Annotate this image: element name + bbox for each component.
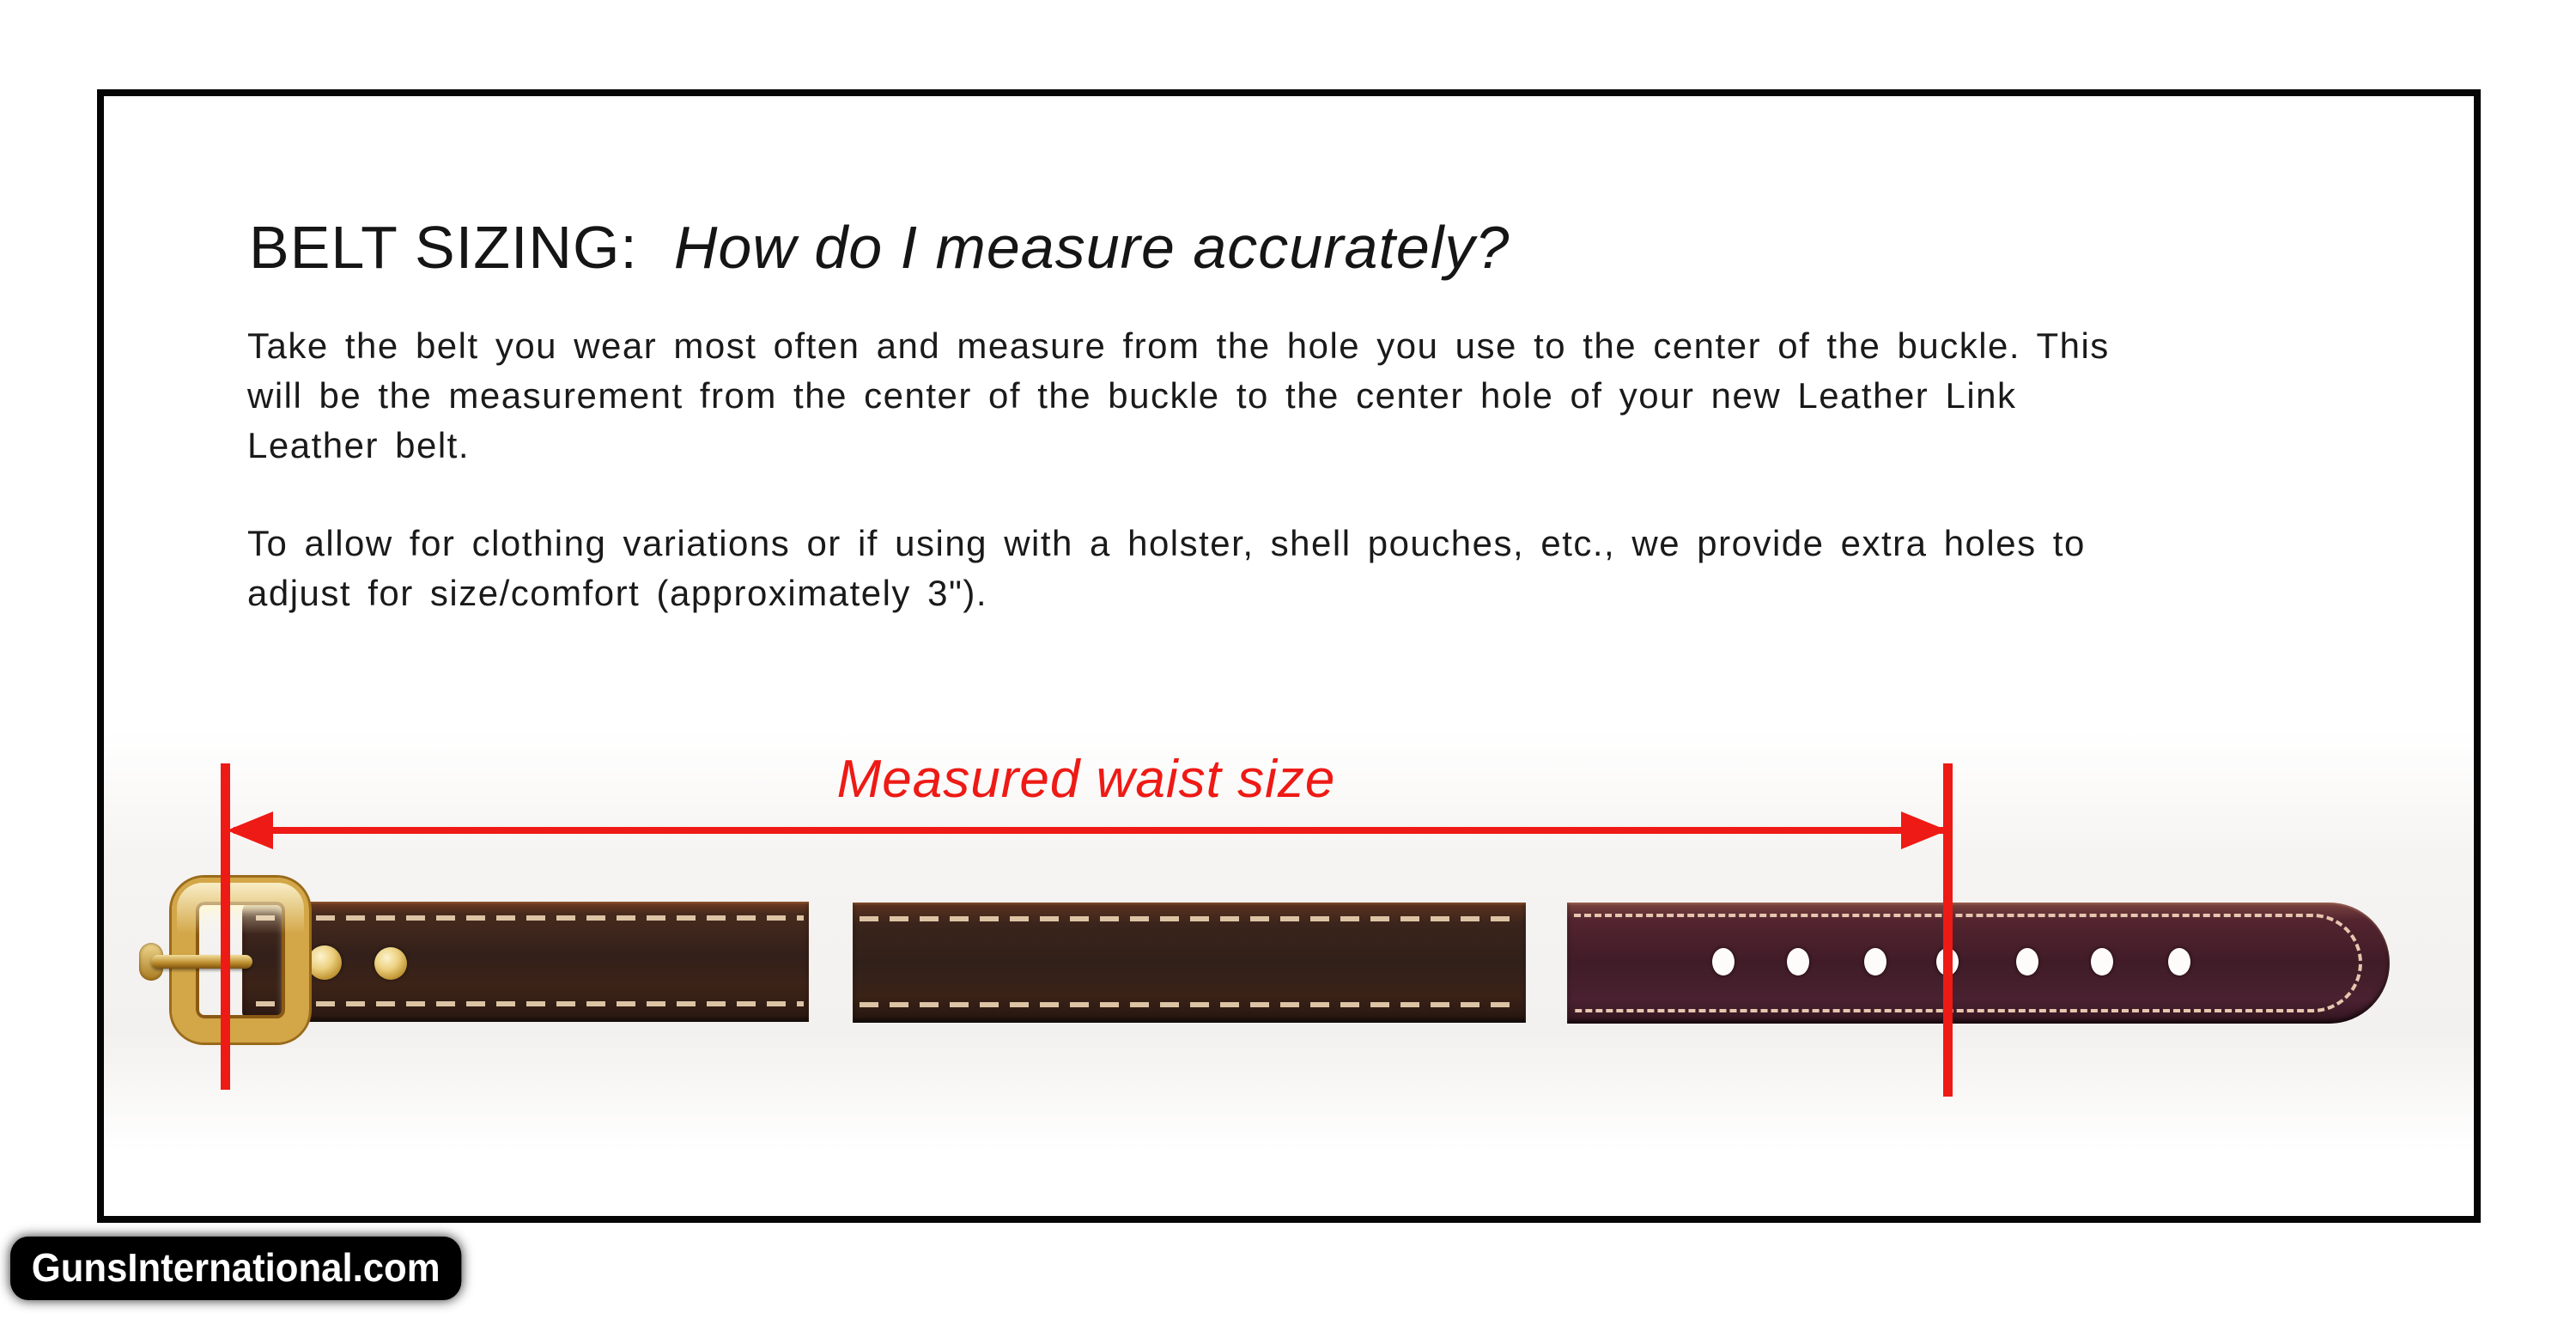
stitching-bottom — [256, 1001, 804, 1006]
paragraph-line: To allow for clothing variations or if using with a holster, shell pouches, etc., we provide extra holes to — [247, 523, 2086, 563]
watermark-logo: GunsInternational.com — [10, 1237, 461, 1300]
belt-hole — [2168, 948, 2190, 976]
arrowhead-left-icon — [227, 811, 273, 849]
stitching-top — [860, 916, 1519, 921]
title-prefix: BELT SIZING: — [249, 214, 638, 281]
belt-hole — [2091, 948, 2113, 976]
rivet — [374, 947, 407, 980]
paragraph-line: will be the measurement from the center of the buckle to the center hole of your new Leather Link — [247, 375, 2017, 416]
stitching-top — [256, 915, 804, 921]
center-hole-reference-line — [1943, 763, 1953, 1097]
stitching-tip-outline — [1574, 914, 2362, 1012]
paragraph-line: Leather belt. — [247, 425, 471, 465]
rivet — [307, 945, 342, 980]
belt-hole — [1712, 948, 1735, 976]
paragraph-extra-holes — [247, 519, 2086, 618]
title-question: How do I measure accurately? — [673, 214, 1510, 281]
measured-waist-size-label: Measured waist size — [836, 750, 1336, 809]
paragraph-how-to-measure — [247, 321, 2110, 471]
belt-hole — [2016, 948, 2038, 976]
stitching-bottom — [860, 1002, 1519, 1007]
belt-hole — [1787, 948, 1809, 976]
paragraph-line: Take the belt you wear most often and measure from the hole you use to the center of the buckle. This — [247, 325, 2110, 366]
buckle-center-reference-line — [221, 763, 230, 1090]
measurement-arrow-line — [234, 827, 1946, 834]
arrowhead-right-icon — [1901, 811, 1947, 849]
page-title — [249, 211, 1510, 283]
paragraph-line: adjust for size/comfort (approximately 3"). — [247, 573, 988, 613]
belt-hole — [1864, 948, 1886, 976]
buckle-prong — [151, 955, 252, 969]
